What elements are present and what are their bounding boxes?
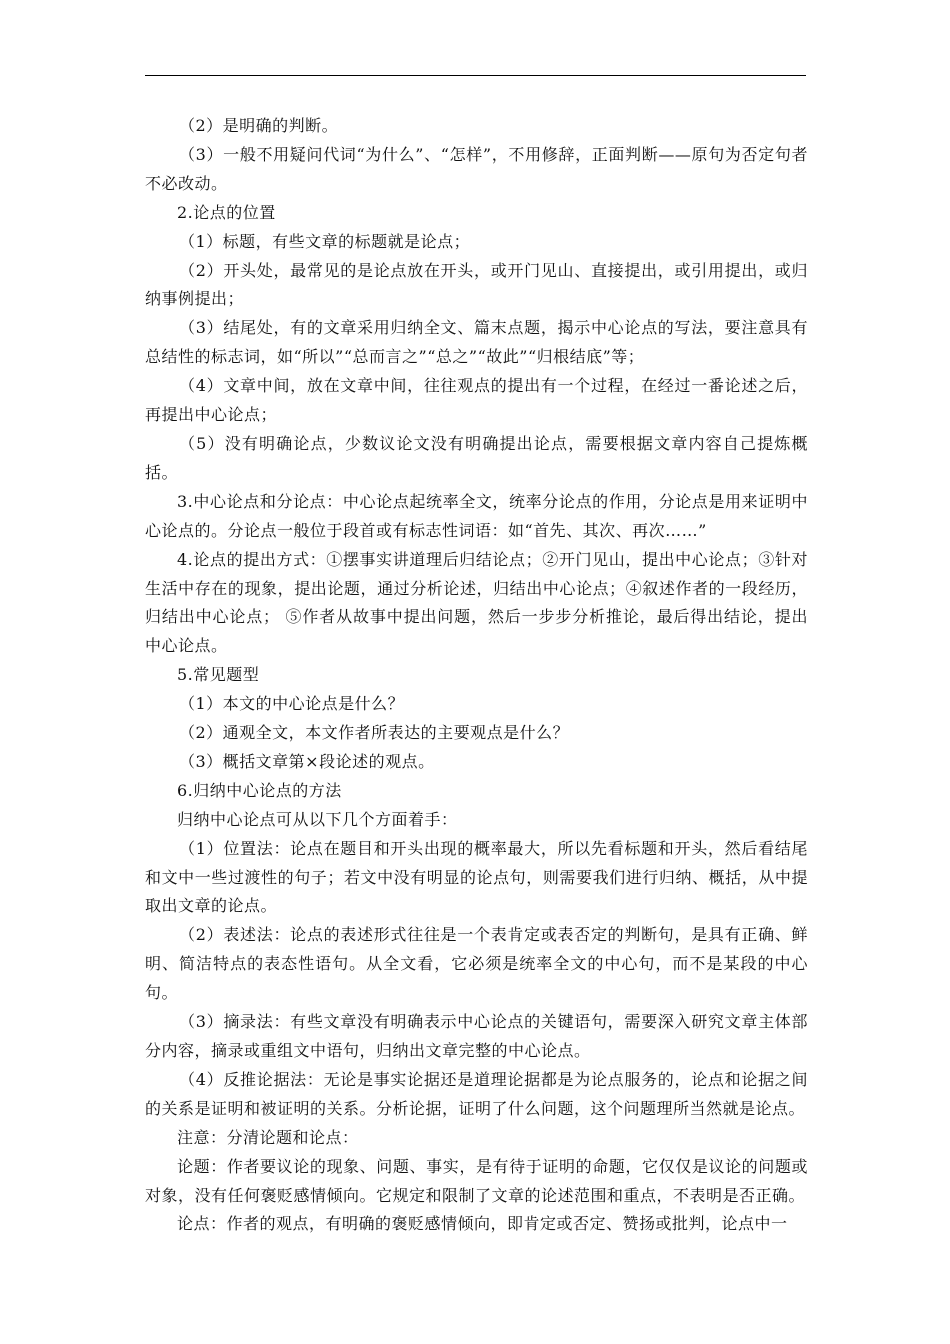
paragraph: （3）结尾处，有的文章采用归纳全文、篇末点题，揭示中心论点的写法，要注意具有总结性的标志词，如“所以”“总而言之”“总之”“故此”“归根结底”等； <box>145 318 808 367</box>
document-body <box>145 112 808 1239</box>
paragraph: 论点：作者的观点，有明确的褒贬感情倾向，即肯定或否定、赞扬或批判，论点中一 <box>177 1214 788 1234</box>
paragraph: 归纳中心论点可从以下几个方面着手： <box>177 809 458 829</box>
paragraph: （3）一般不用疑问代词“为什么”、“怎样”，不用修辞，正面判断——原句为否定句者不必改动。 <box>145 144 808 193</box>
paragraph: （1）位置法：论点在题目和开头出现的概率最大，所以先看标题和开头，然后看结尾和文中一些过渡性的句子；若文中没有明显的论点句，则需要我们进行归纳、概括，从中提取出文章的论点。 <box>145 838 808 916</box>
paragraph: （1）标题，有些文章的标题就是论点； <box>179 231 471 251</box>
paragraph: （5）没有明确论点，少数议论文没有明确提出论点，需要根据文章内容自己提炼概括。 <box>145 433 808 482</box>
section-heading: 6.归纳中心论点的方法 <box>177 780 342 800</box>
paragraph: （3）摘录法：有些文章没有明确表示中心论点的关键语句，需要深入研究文章主体部分内容，摘录或重组文中语句，归纳出文章完整的中心论点。 <box>145 1012 808 1060</box>
paragraph: 注意：分清论题和论点： <box>177 1127 359 1147</box>
paragraph: （2）是明确的判断。 <box>179 116 339 135</box>
section-heading: 2.论点的位置 <box>177 202 276 222</box>
paragraph: 3.中心论点和分论点：中心论点起统率全文，统率分论点的作用，分论点是用来证明中心论点的。分论点一般位于段首或有标志性词语：如“首先、其次、再次……” <box>145 491 808 540</box>
paragraph: 论题：作者要议论的现象、问题、事实，是有待于证明的命题，它仅仅是议论的问题或对象，没有任何褒贬感情倾向。它规定和限制了文章的论述范围和重点，不表明是否正确。 <box>145 1156 808 1205</box>
paragraph: （2）通观全文，本文作者所表达的主要观点是什么？ <box>179 723 570 743</box>
paragraph: （4）文章中间，放在文章中间，往往观点的提出有一个过程，在经过一番论述之后，再提出中心论点； <box>145 376 808 425</box>
paragraph: （3）概括文章第×段论述的观点。 <box>179 751 435 771</box>
paragraph: 4.论点的提出方式：①摆事实讲道理后归结论点；②开门见山，提出中心论点；③针对生活中存在的现象，提出论题，通过分析论述，归结出中心论点；④叙述作者的一段经历，归结出中心论点； ⑤作者从故事中提出问题，然后一步步分析推论，最后得出结论，提出中心论点。 <box>145 549 808 656</box>
paragraph: （1）本文的中心论点是什么？ <box>179 694 405 714</box>
paragraph: （2）开头处，最常见的是论点放在开头，或开门见山、直接提出，或引用提出，或归纳事例提出； <box>145 260 808 309</box>
section-heading: 5.常见题型 <box>177 665 260 685</box>
header-rule <box>145 75 806 76</box>
paragraph: （2）表述法：论点的表述形式往往是一个表肯定或表否定的判断句，是具有正确、鲜明、简洁特点的表态性语句。从全文看，它必须是统率全文的中心句，而不是某段的中心句。 <box>145 925 808 1003</box>
paragraph: （4）反推论据法：无论是事实论据还是道理论据都是为论点服务的，论点和论据之间的关系是证明和被证明的关系。分析论据，证明了什么问题，这个问题理所当然就是论点。 <box>145 1069 808 1118</box>
